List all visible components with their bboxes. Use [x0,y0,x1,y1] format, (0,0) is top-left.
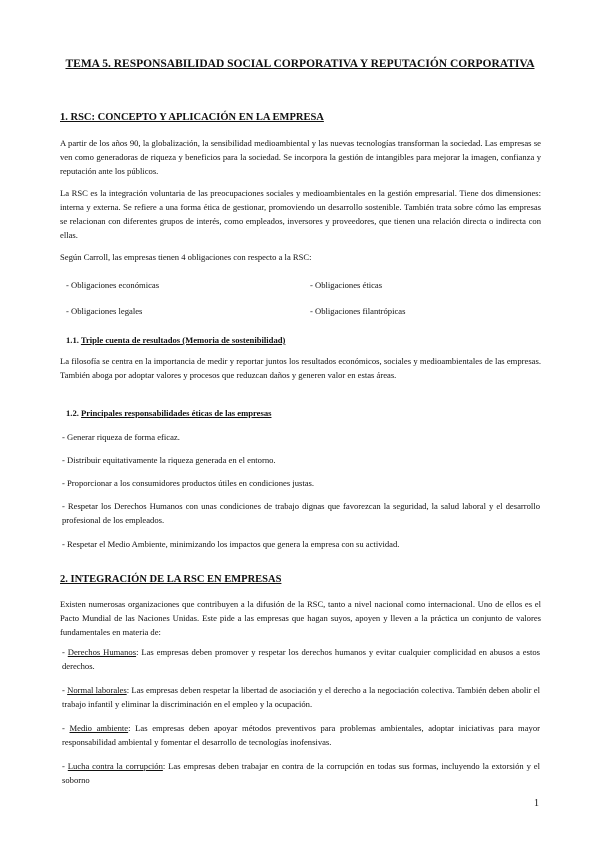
principle-term: Medio ambiente [69,723,129,733]
subsection-title: Triple cuenta de resultados (Memoria de sostenibilidad) [80,335,286,345]
subsection-1-2-heading [66,408,271,418]
section-1-paragraph-2: La RSC es la integración voluntaria de las preocupaciones sociales y medioambientales en la gestión empresarial. Tiene dos dimensiones: interna y externa. Se refiere a una forma ética de gestionar, promoviendo un desarrollo sostenible. También trata sobre cómo las empresas se relacionan con diferentes grupos de interés, como empleados, inversores y proveedores, que tienen una relación directa o indirecta con ellas. [60,188,541,240]
subsection-title: Principales responsabilidades éticas de las empresas [81,408,272,418]
ethics-item: - Proporcionar a los consumidores productos útiles en condiciones justas. [62,478,315,488]
subsection-number: 1.1. [66,335,79,345]
principle-item [62,645,540,673]
principle-dash: - [62,761,68,771]
principle-dash: - [62,723,70,733]
obligation-item: - Obligaciones filantrópicas [310,306,406,316]
subsection-number: 1.2. [66,408,79,418]
principle-text: : Las empresas deben respetar la libertad de asociación y el derecho a la negociación colectiva. También deben abolir el trabajo infantil y eliminar la discriminación en el empleo y la ocupación. [62,685,541,709]
section-2-intro: Existen numerosas organizaciones que contribuyen a la difusión de la RSC, tanto a nivel nacional como internacional. Uno de ellos es el Pacto Mundial de las Naciones Unidas. Este pide a las empresas que hagan suyos, apoyen y lleven a la práctica un conjunto de valores fundamentales en materia de: [60,599,541,637]
principle-item [62,721,540,749]
principle-text: : Las empresas deben trabajar en contra de la corrupción en todas sus formas, incluyendo la extorsión y el soborno [62,761,540,785]
subsection-1-1-heading [66,335,285,345]
ethics-item: - Respetar los Derechos Humanos con unas condiciones de trabajo dignas que favorezcan la seguridad, la salud laboral y el desarrollo profesional de los empleados. [62,501,540,525]
principle-item [62,683,540,711]
subsection-1-1-text: La filosofía se centra en la importancia de medir y reportar juntos los resultados económicos, sociales y medioambientales de las empresas. También aboga por adoptar valores y procesos que reduzcan daños y generen valor en estas áreas. [60,356,541,380]
document-title: TEMA 5. RESPONSABILIDAD SOCIAL CORPORATIVA Y REPUTACIÓN CORPORATIVA [65,58,535,70]
principle-item [62,759,540,787]
principle-dash: - [62,647,68,657]
obligation-item: - Obligaciones económicas [66,280,160,290]
principle-term: Derechos Humanos [67,647,137,657]
principle-term: Normal laborales [67,685,127,695]
ethics-item: - Generar riqueza de forma eficaz. [62,432,180,442]
section-1-paragraph-1: A partir de los años 90, la globalización, la sensibilidad medioambiental y las nuevas tecnologías transforman la sociedad. Las empresas se ven como generadoras de riqueza y beneficios para la sociedad. Se incorpora la gestión de intangibles para mejorar la imagen, confianza y reputación ante los públicos. [60,138,541,176]
page-number: 1 [534,798,539,809]
principle-text: : Las empresas deben apoyar métodos preventivos para problemas ambientales, adoptar iniciativas para mayor responsabilidad ambiental y fomentar el desarrollo de tecnologías inofensivas. [62,723,541,747]
principle-term: Lucha contra la corrupción [67,761,163,771]
ethics-item: - Respetar el Medio Ambiente, minimizando los impactos que genera la empresa con su actividad. [62,539,400,549]
obligation-item: - Obligaciones éticas [310,280,383,290]
obligation-item: - Obligaciones legales [66,306,143,316]
principle-text: : Las empresas deben promover y respetar los derechos humanos y evitar cualquier complicidad en abusos a estos derechos. [62,647,540,671]
section-1-paragraph-3: Según Carroll, las empresas tienen 4 obligaciones con respecto a la RSC: [60,252,312,262]
principle-dash: - [62,685,68,695]
section-1-heading: 1. RSC: CONCEPTO Y APLICACIÓN EN LA EMPRESA [60,112,324,123]
section-2-heading: 2. INTEGRACIÓN DE LA RSC EN EMPRESAS [60,574,282,585]
ethics-item: - Distribuir equitativamente la riqueza generada en el entorno. [62,455,276,465]
